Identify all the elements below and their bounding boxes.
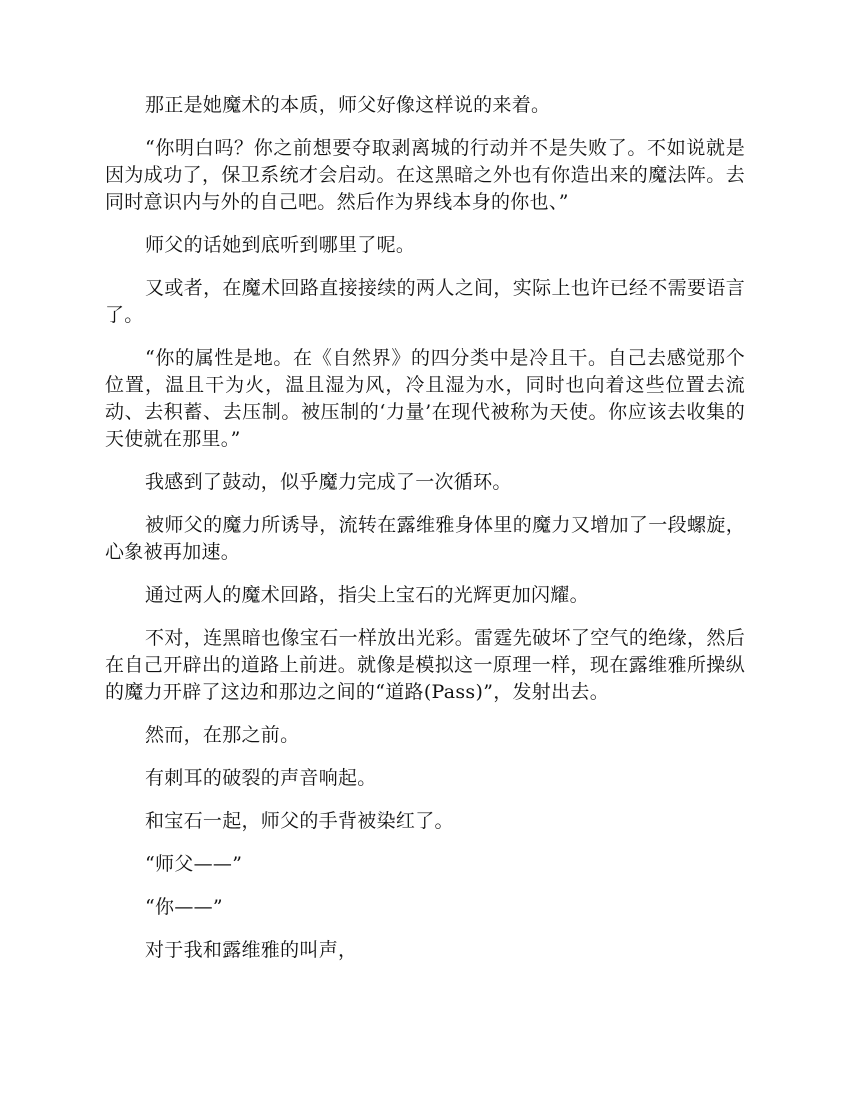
paragraph: 有刺耳的破裂的声音响起。: [145, 767, 377, 789]
paragraph: 那正是她魔术的本质，师父好像这样说的来着。: [145, 94, 551, 116]
document-body: [105, 92, 745, 980]
paragraph: 通过两人的魔术回路，指尖上宝石的光辉更加闪耀。: [145, 584, 589, 606]
paragraph: 被师父的魔力所诱导，流转在露维雅身体里的魔力又增加了一段螺旋，心象被再加速。: [105, 514, 745, 563]
paragraph: 和宝石一起，师父的手背被染红了。: [145, 810, 454, 832]
paragraph: 又或者，在魔术回路直接接续的两人之间，实际上也许已经不需要语言了。: [105, 277, 745, 326]
paragraph: “你的属性是地。在《自然界》的四分类中是冷且干。自己去感觉那个位置，温且干为火，温且湿为风，冷且湿为水，同时也向着这些位置去流动、去积蓄、去压制。被压制的‘力量’在现代被称为天使。你应该去收集的天使就在那里。”: [105, 347, 745, 450]
paragraph: 我感到了鼓动，似乎魔力完成了一次循环。: [145, 471, 512, 493]
paragraph: 不对，连黑暗也像宝石一样放出光彩。雷霆先破坏了空气的绝缘，然后在自己开辟出的道路上前进。就像是模拟这一原理一样，现在露维雅所操纵的魔力开辟了这边和那边之间的“道路(Pass)”，发射出去。: [105, 627, 745, 703]
paragraph: 师父的话她到底听到哪里了呢。: [145, 234, 416, 256]
paragraph: 对于我和露维雅的叫声，: [145, 939, 358, 961]
paragraph: “你明白吗？你之前想要夺取剥离城的行动并不是失败了。不如说就是因为成功了，保卫系统才会启动。在这黑暗之外也有你造出来的魔法阵。去同时意识内与外的自己吧。然后作为界线本身的你也、”: [105, 137, 745, 213]
paragraph: “师父——”: [145, 853, 243, 875]
paragraph: 然而，在那之前。: [145, 724, 300, 746]
paragraph: “你——”: [145, 896, 223, 918]
